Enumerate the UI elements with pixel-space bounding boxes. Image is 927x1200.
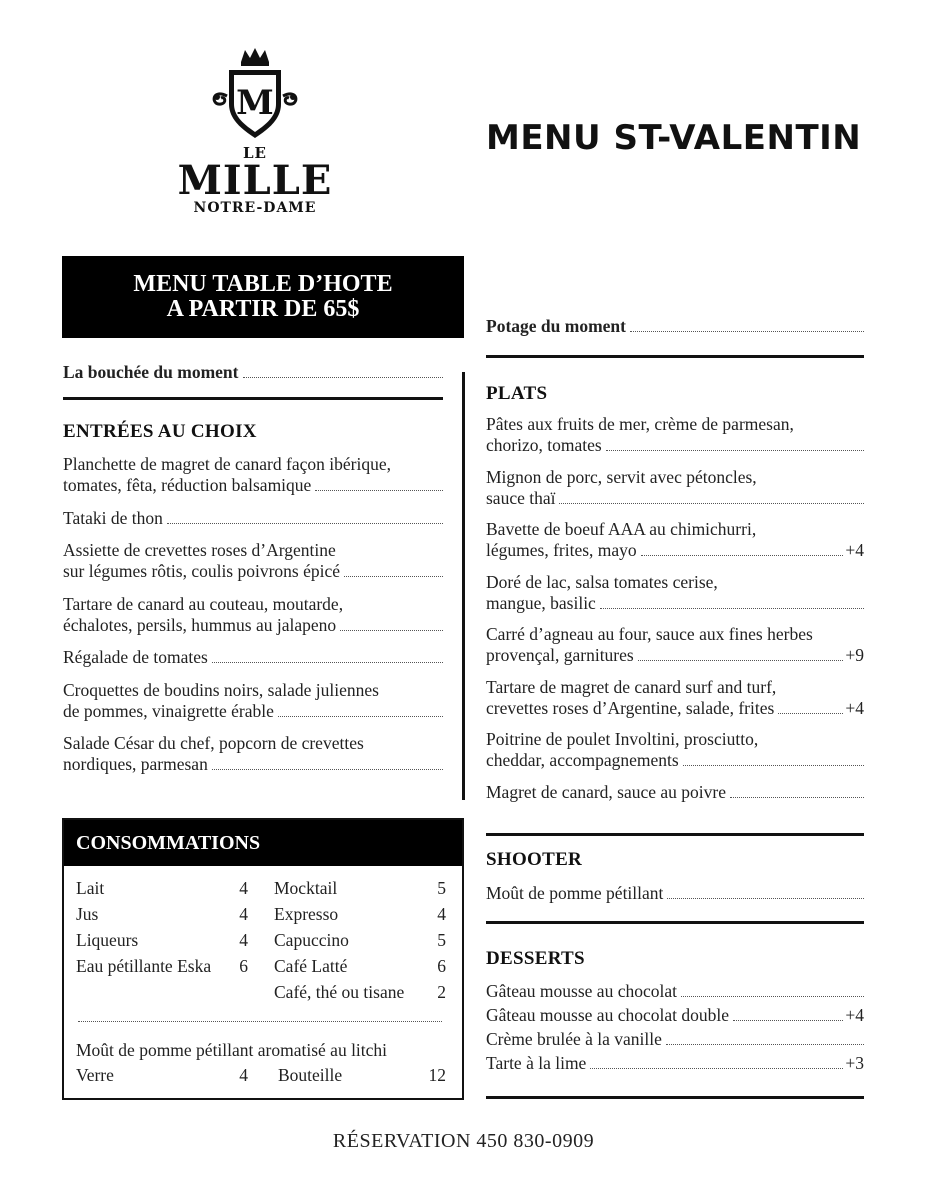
dessert-name: Tarte à la lime bbox=[486, 1053, 587, 1073]
menu-item-text: provençal, garnitures bbox=[486, 645, 634, 665]
cons-item-name: Expresso bbox=[274, 904, 339, 924]
cons-item-price: 6 bbox=[239, 956, 248, 976]
menu-item bbox=[63, 540, 443, 582]
menu-item bbox=[486, 729, 864, 771]
menu-item-text: sauce thaï bbox=[486, 487, 556, 508]
menu-item-line1: Tartare de canard au couteau, moutarde, bbox=[63, 593, 344, 614]
menu-item bbox=[486, 782, 864, 803]
bouchee-label: La bouchée du moment bbox=[63, 362, 239, 382]
menu-item-text: sur légumes rôtis, coulis poivrons épicé bbox=[63, 561, 341, 581]
dot-leader bbox=[315, 490, 443, 491]
menu-item-text: chorizo, tomates bbox=[486, 435, 602, 455]
restaurant-logo bbox=[160, 48, 350, 228]
dessert-item bbox=[486, 981, 864, 1002]
menu-item-line2 bbox=[486, 645, 864, 666]
desserts-heading: DESSERTS bbox=[486, 948, 585, 969]
dot-leader bbox=[340, 630, 443, 631]
table-hote-line2: A PARTIR DE 65$ bbox=[166, 296, 360, 322]
cons-item-name: Café, thé ou tisane bbox=[274, 982, 405, 1002]
consommations-box bbox=[62, 818, 464, 1100]
menu-item bbox=[63, 647, 443, 668]
menu-item-line2 bbox=[486, 698, 864, 719]
menu-item-line1: Assiette de crevettes roses d’Argentine bbox=[63, 540, 336, 560]
cons-item-price: 4 bbox=[239, 930, 248, 950]
crest-icon bbox=[207, 48, 303, 140]
menu-item-line2 bbox=[63, 561, 443, 582]
menu-item bbox=[486, 572, 864, 614]
dot-leader bbox=[630, 331, 864, 332]
dessert-price: +3 bbox=[845, 1053, 864, 1073]
menu-item-line1: Bavette de boeuf AAA au chimichurri, bbox=[486, 519, 757, 539]
dot-leader bbox=[681, 996, 864, 997]
potage-row bbox=[486, 316, 864, 337]
shooter-item: Moût de pomme pétillant bbox=[486, 883, 664, 903]
dot-leader bbox=[778, 713, 843, 714]
menu-item-line1: Mignon de porc, servit avec pétoncles, bbox=[486, 466, 757, 487]
dessert-name: Gâteau mousse au chocolat double bbox=[486, 1005, 729, 1025]
dot-leader bbox=[666, 1044, 864, 1045]
menu-item-line1: Salade César du chef, popcorn de crevettes bbox=[63, 733, 364, 753]
menu-item-line2 bbox=[63, 508, 443, 529]
cons-item-price: 6 bbox=[437, 956, 446, 976]
menu-item-line2 bbox=[63, 615, 443, 636]
menu-item-text: Tataki de thon bbox=[63, 507, 163, 528]
menu-item-line2 bbox=[486, 488, 864, 509]
menu-item-line1: Poitrine de poulet Involtini, prosciutto, bbox=[486, 729, 759, 749]
menu-item bbox=[63, 680, 443, 722]
menu-item bbox=[486, 677, 864, 719]
menu-item-price: +4 bbox=[845, 540, 864, 560]
dessert-price: +4 bbox=[845, 1005, 864, 1025]
column-divider bbox=[462, 372, 465, 800]
divider bbox=[486, 355, 864, 358]
cons-special-label: Moût de pomme pétillant aromatisé au litchi bbox=[76, 1040, 388, 1060]
dessert-name: Gâteau mousse au chocolat bbox=[486, 981, 677, 1001]
menu-item-line1: Planchette de magret de canard façon ibérique, bbox=[63, 454, 391, 474]
cons-bouteille-label: Bouteille bbox=[278, 1065, 343, 1085]
dot-leader bbox=[212, 769, 443, 770]
cons-item-name: Mocktail bbox=[274, 878, 338, 898]
divider bbox=[486, 921, 864, 924]
menu-item-text: Régalade de tomates bbox=[63, 647, 208, 667]
consommations-heading: CONSOMMATIONS bbox=[64, 820, 462, 866]
cons-item-price: 5 bbox=[437, 878, 446, 898]
reservation-line: RÉSERVATION 450 830-0909 bbox=[332, 1130, 595, 1152]
plats-heading: PLATS bbox=[486, 383, 548, 404]
menu-item-line2 bbox=[486, 750, 864, 771]
menu-item-line2 bbox=[486, 593, 864, 614]
menu-item-text: de pommes, vinaigrette érable bbox=[63, 700, 274, 721]
dessert-item bbox=[486, 1005, 864, 1026]
divider bbox=[63, 397, 443, 400]
dot-leader bbox=[730, 797, 864, 798]
desserts-list bbox=[486, 981, 864, 1077]
shooter-row bbox=[486, 883, 864, 904]
cons-verre-price: 4 bbox=[239, 1065, 248, 1085]
page-title: MENU ST-VALENTIN bbox=[486, 118, 862, 158]
menu-item-line2 bbox=[486, 782, 864, 803]
dessert-name: Crème brulée à la vanille bbox=[486, 1029, 662, 1049]
dot-leader bbox=[683, 765, 864, 766]
menu-item bbox=[63, 454, 443, 496]
divider bbox=[486, 1096, 864, 1099]
menu-item bbox=[63, 733, 443, 775]
dessert-item bbox=[486, 1053, 864, 1074]
menu-item-line1: Croquettes de boudins noirs, salade juliennes bbox=[63, 679, 379, 700]
menu-item-text: crevettes roses d’Argentine, salade, frites bbox=[486, 697, 775, 718]
menu-item-line1: Doré de lac, salsa tomates cerise, bbox=[486, 571, 718, 592]
cons-item-price: 2 bbox=[437, 982, 446, 1002]
dot-leader bbox=[590, 1068, 843, 1069]
dot-leader bbox=[278, 716, 443, 717]
logo-mille: MILLE bbox=[177, 157, 333, 204]
cons-item-name: Jus bbox=[76, 904, 99, 924]
menu-item-line1: Carré d’agneau au four, sauce aux fines herbes bbox=[486, 624, 813, 644]
cons-item-name: Eau pétillante Eska bbox=[76, 956, 212, 976]
plats-list bbox=[486, 414, 864, 813]
dessert-item bbox=[486, 1029, 864, 1050]
table-hote-banner bbox=[62, 256, 464, 338]
menu-item bbox=[486, 467, 864, 509]
menu-item-text: Magret de canard, sauce au poivre bbox=[486, 781, 727, 802]
menu-item-line2 bbox=[63, 701, 443, 722]
menu-item-line1: Pâtes aux fruits de mer, crème de parmesan, bbox=[486, 414, 794, 434]
dot-leader bbox=[600, 608, 864, 609]
menu-item bbox=[63, 594, 443, 636]
logo-le: LE bbox=[243, 144, 267, 162]
dot-leader bbox=[167, 523, 443, 524]
dot-leader bbox=[559, 503, 864, 504]
potage-label: Potage du moment bbox=[486, 316, 626, 336]
cons-item-price: 4 bbox=[239, 878, 248, 898]
dot-leader bbox=[78, 1021, 442, 1022]
cons-item-price: 5 bbox=[437, 930, 446, 950]
cons-bouteille-price: 12 bbox=[428, 1065, 446, 1085]
menu-item bbox=[63, 508, 443, 529]
dot-leader bbox=[212, 662, 443, 663]
dot-leader bbox=[733, 1020, 843, 1021]
entrees-list bbox=[63, 454, 443, 787]
shooter-heading: SHOOTER bbox=[486, 849, 583, 870]
cons-item-price: 4 bbox=[437, 904, 446, 924]
menu-item-text: cheddar, accompagnements bbox=[486, 750, 679, 770]
menu-item-line2 bbox=[486, 435, 864, 456]
table-hote-line1: MENU TABLE D’HOTE bbox=[133, 271, 393, 297]
dot-leader bbox=[344, 576, 443, 577]
dot-leader bbox=[667, 898, 864, 899]
menu-item-text: échalotes, persils, hummus au jalapeno bbox=[63, 614, 337, 635]
logo-notre-dame: NOTRE-DAME bbox=[193, 200, 317, 216]
menu-item bbox=[486, 624, 864, 666]
menu-item-text: mangue, basilic bbox=[486, 592, 596, 613]
dot-leader bbox=[638, 660, 844, 661]
menu-item-line2 bbox=[63, 754, 443, 775]
entrees-heading: ENTRÉES AU CHOIX bbox=[63, 421, 257, 442]
dot-leader bbox=[243, 377, 444, 378]
logo-monogram: M bbox=[236, 83, 274, 123]
menu-item-line1: Tartare de magret de canard surf and turf, bbox=[486, 676, 777, 697]
cons-verre-label: Verre bbox=[76, 1065, 114, 1085]
menu-item-price: +4 bbox=[845, 697, 864, 718]
cons-item-name: Lait bbox=[76, 878, 105, 898]
cons-item-name: Café Latté bbox=[274, 956, 348, 976]
menu-item bbox=[486, 519, 864, 561]
menu-item-line2 bbox=[63, 475, 443, 496]
dot-leader bbox=[641, 555, 844, 556]
menu-item-text: nordiques, parmesan bbox=[63, 754, 208, 774]
menu-item-price: +9 bbox=[845, 645, 864, 665]
menu-item-text: tomates, fêta, réduction balsamique bbox=[63, 475, 312, 495]
menu-item bbox=[486, 414, 864, 456]
cons-item-name: Liqueurs bbox=[76, 930, 139, 950]
bouchee-row bbox=[63, 362, 443, 383]
cons-item-name: Capuccino bbox=[274, 930, 349, 950]
cons-item-price: 4 bbox=[239, 904, 248, 924]
menu-item-text: légumes, frites, mayo bbox=[486, 540, 637, 560]
dot-leader bbox=[606, 450, 864, 451]
menu-item-line2 bbox=[63, 647, 443, 668]
menu-item-line2 bbox=[486, 540, 864, 561]
divider bbox=[486, 833, 864, 836]
